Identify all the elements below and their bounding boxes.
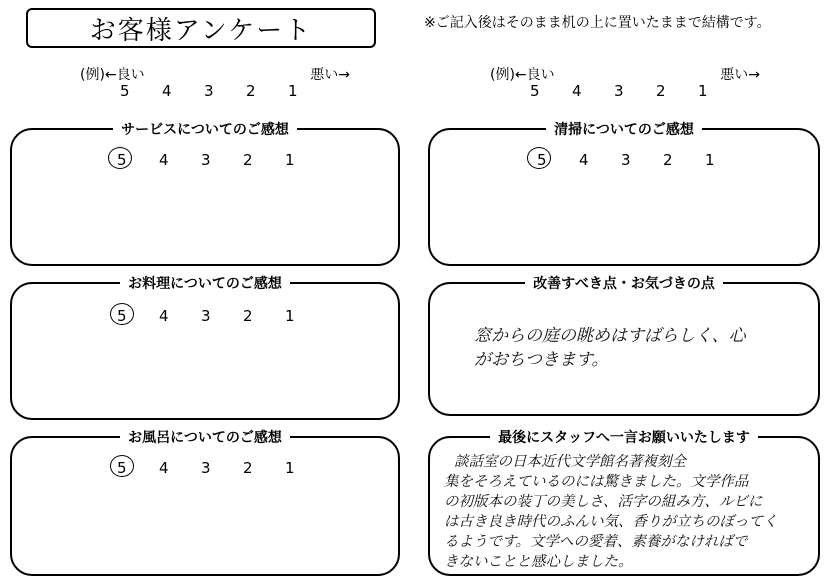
selected-rating-mark — [110, 303, 134, 325]
legend-number: 3 — [204, 82, 214, 100]
rating-option[interactable]: 4 — [159, 307, 169, 325]
rating-option[interactable]: 5 — [117, 459, 127, 477]
section-title: お料理についてのご感想 — [120, 276, 290, 292]
rating-option[interactable]: 3 — [201, 151, 211, 169]
legend-good-label: (例)←良い — [80, 67, 145, 83]
legend-number: 1 — [288, 82, 298, 100]
handwritten-line: 集をそろえているのには驚きました。文学作品 — [444, 474, 749, 490]
rating-option[interactable]: 3 — [201, 307, 211, 325]
rating-scale — [117, 306, 327, 325]
instruction-note: ※ご記入後はそのまま机の上に置いたままで結構です。 — [424, 15, 771, 31]
rating-option[interactable]: 3 — [201, 459, 211, 477]
rating-option[interactable]: 3 — [621, 151, 631, 169]
legend-bad-label: 悪い→ — [310, 67, 350, 83]
legend-number: 5 — [530, 82, 540, 100]
legend-number: 5 — [120, 82, 130, 100]
rating-scale — [117, 458, 327, 477]
legend-number: 4 — [572, 82, 582, 100]
legend-good-label: (例)←良い — [490, 67, 555, 83]
rating-scale — [537, 150, 747, 169]
rating-option[interactable]: 5 — [537, 151, 547, 169]
handwritten-line: がおちつきます。 — [474, 350, 609, 370]
message-to-staff-box — [428, 430, 820, 576]
rating-option[interactable]: 5 — [117, 151, 127, 169]
section-title: 改善すべき点・お気づきの点 — [525, 276, 723, 292]
rating-legend-left — [80, 64, 350, 104]
rating-option[interactable]: 4 — [579, 151, 589, 169]
rating-option[interactable]: 2 — [243, 151, 253, 169]
rating-option[interactable]: 1 — [705, 151, 715, 169]
bath-feedback-box — [10, 430, 400, 576]
legend-numbers — [530, 82, 740, 100]
selected-rating-mark — [108, 147, 132, 169]
rating-option[interactable]: 2 — [243, 459, 253, 477]
legend-numbers — [120, 82, 330, 100]
improvements-box — [428, 276, 820, 416]
message-comment — [444, 452, 778, 572]
handwritten-line: の初版本の装丁の美しさ、活字の組み方、ルビに — [444, 494, 763, 510]
legend-number: 1 — [698, 82, 708, 100]
handwritten-line: るようです。文学への愛着、素養がなければで — [444, 534, 748, 550]
improvements-comment — [474, 324, 746, 372]
legend-number: 2 — [246, 82, 256, 100]
handwritten-line: 窓からの庭の眺めはすばらしく、心 — [474, 326, 746, 346]
rating-option[interactable]: 1 — [285, 307, 295, 325]
rating-option[interactable]: 4 — [159, 151, 169, 169]
cleaning-feedback-box — [428, 122, 820, 266]
legend-number: 2 — [656, 82, 666, 100]
legend-number: 3 — [614, 82, 624, 100]
handwritten-line: 談話室の日本近代文学館名著複刻全 — [454, 454, 686, 470]
page-title: お客様アンケート — [89, 15, 313, 46]
section-title: 最後にスタッフへ一言お願いいたします — [490, 430, 758, 446]
handwritten-line: は古き良き時代のふんい気、香りが立ちのぼってく — [444, 514, 778, 530]
rating-legend-right — [490, 64, 760, 104]
rating-option[interactable]: 1 — [285, 151, 295, 169]
section-title: お風呂についてのご感想 — [120, 430, 290, 446]
food-feedback-box — [10, 276, 400, 420]
survey-title-box — [26, 8, 376, 48]
section-title: 清掃についてのご感想 — [546, 122, 702, 138]
section-title: サービスについてのご感想 — [113, 122, 297, 138]
rating-option[interactable]: 4 — [159, 459, 169, 477]
service-feedback-box — [10, 122, 400, 266]
rating-option[interactable]: 1 — [285, 459, 295, 477]
legend-number: 4 — [162, 82, 172, 100]
handwritten-line: きないことと感心しました。 — [444, 554, 633, 570]
rating-option[interactable]: 2 — [663, 151, 673, 169]
legend-bad-label: 悪い→ — [720, 67, 760, 83]
selected-rating-mark — [527, 147, 551, 169]
selected-rating-mark — [110, 455, 134, 477]
rating-option[interactable]: 5 — [117, 307, 127, 325]
rating-scale — [117, 150, 327, 169]
rating-option[interactable]: 2 — [243, 307, 253, 325]
